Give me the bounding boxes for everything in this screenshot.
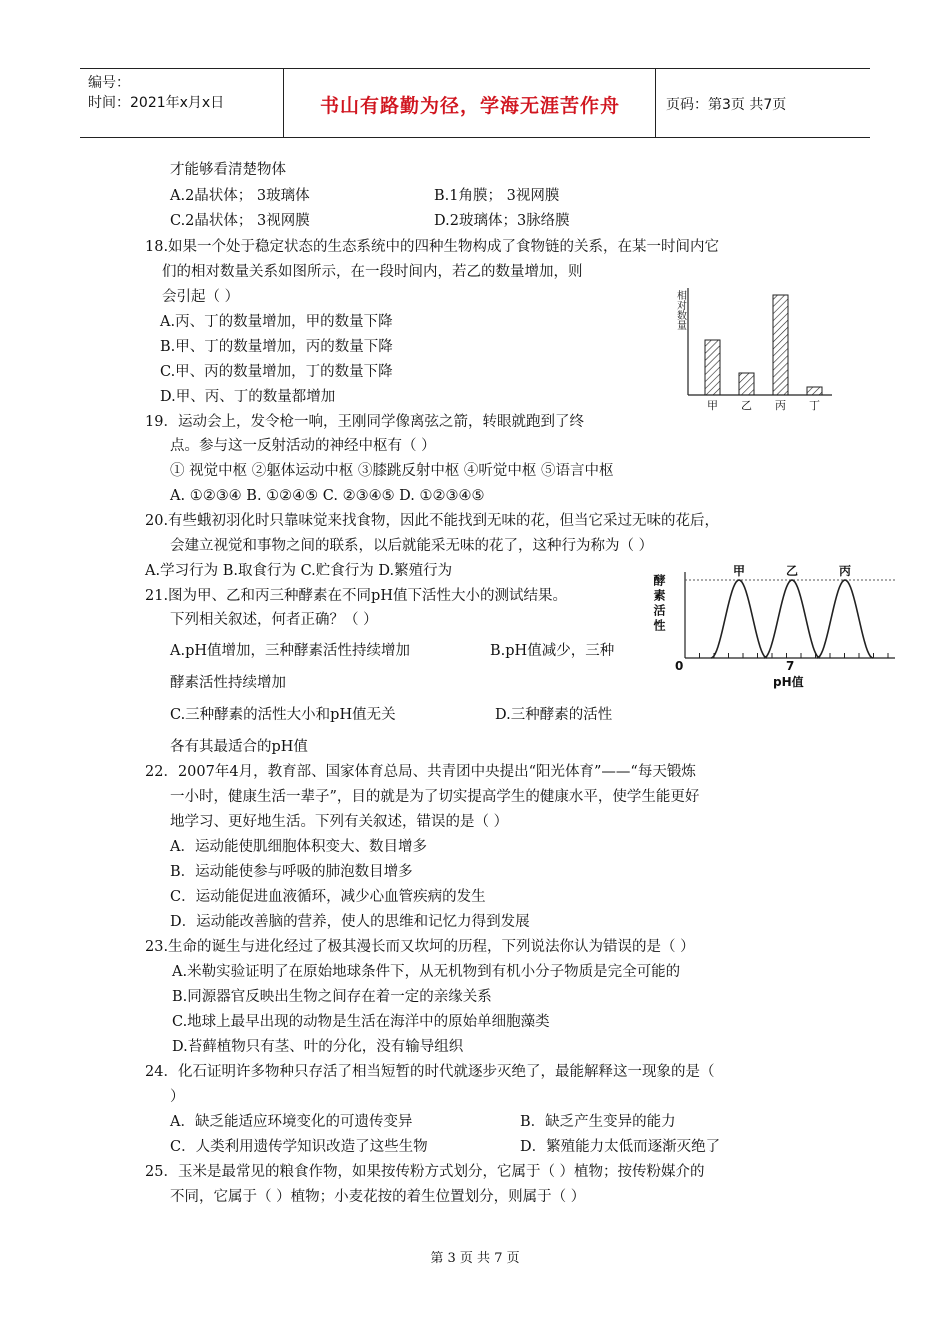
enzyme-curve-1 (711, 580, 767, 658)
enzyme-tick-zero: 0 (675, 659, 684, 673)
bar-3 (773, 295, 788, 395)
option-a: A．缺乏能适应环境变化的可遗传变异 (170, 1114, 413, 1130)
text-line: 们的相对数量关系如图所示，在一段时间内，若乙的数量增加，则 (162, 264, 583, 280)
question-24: 24．化石证明许多物种只存活了相当短暂的时代就逐步灭绝了，最能解释这一现象的是（ (145, 1064, 715, 1080)
text-line: 地学习、更好地生活。下列有关叙述，错误的是（ ） (170, 814, 509, 830)
bar-label: 乙 (741, 399, 752, 412)
option-a: A.丙、丁的数量增加，甲的数量下降 (160, 314, 393, 330)
option-a: A.2晶状体； 3玻璃体 (170, 188, 310, 204)
option-a: A.pH值增加，三种酵素活性持续增加 (170, 643, 411, 659)
bar-label: 丁 (809, 399, 820, 412)
text-line: 不同，它属于（ ）植物；小麦花按的着生位置划分，则属于（ ） (170, 1189, 586, 1205)
enzyme-curve-label: 甲 (732, 564, 746, 578)
text-line: ） (170, 1089, 185, 1105)
option-b: B．缺乏产生变异的能力 (520, 1114, 676, 1130)
option-d: D.三种酵素的活性 (495, 707, 613, 723)
option-c: C.三种酵素的活性大小和pH值无关 (170, 707, 396, 723)
page-indicator: 页码：第3页 共7页 (666, 97, 787, 113)
option-b: B.pH值减少，三种 (490, 643, 615, 659)
question-21: 21.图为甲、乙和丙三种酵素在不同pH值下活性大小的测试结果。 (145, 588, 567, 604)
option-c: C.甲、丙的数量增加，丁的数量下降 (160, 364, 393, 380)
question-22: 22．2007年4月，教育部、国家体育总局、共青团中央提出“阳光体育”——“每天锻炼 (145, 764, 696, 780)
text-line: 各有其最适合的pH值 (170, 739, 308, 755)
text-line: 下列相关叙述，何者正确？（ ） (170, 612, 378, 628)
bar-1 (705, 340, 720, 395)
options-line: A. ①②③④ B. ①②④⑤ C. ②③④⑤ D. ①②③④⑤ (170, 488, 485, 504)
option-b: B．运动能使参与呼吸的肺泡数目增多 (170, 864, 413, 880)
text-line: 一小时，健康生活一辈子”，目的就是为了切实提高学生的健康水平，使学生能更好 (170, 789, 700, 805)
enzyme-xlabel: pH值 (773, 675, 804, 689)
enzyme-curve-3 (817, 580, 873, 658)
option-a: A.米勒实验证明了在原始地球条件下，从无机物到有机小分子物质是完全可能的 (172, 964, 681, 980)
question-23: 23.生命的诞生与进化经过了极其漫长而又坎坷的历程，下列说法你认为错误的是（ ） (145, 939, 695, 955)
option-d: D.2玻璃体；3脉络膜 (434, 213, 570, 229)
option-d: D．运动能改善脑的营养，使人的思维和记忆力得到发展 (170, 914, 530, 930)
option-a: A．运动能使肌细胞体积变大、数目增多 (170, 839, 427, 855)
options-line: A.学习行为 B.取食行为 C.贮食行为 D.繁殖行为 (145, 563, 453, 579)
option-c: C.2晶状体； 3视网膜 (170, 213, 310, 229)
page-footer: 第 3 页 共 7 页 (430, 1251, 520, 1266)
option-d: D．繁殖能力太低而逐渐灭绝了 (520, 1139, 721, 1155)
enzyme-curve-label: 丙 (838, 564, 852, 578)
bar-label: 甲 (707, 399, 718, 412)
bar-4 (807, 387, 822, 395)
text-line: ① 视觉中枢 ②躯体运动中枢 ③膝跳反射中枢 ④听觉中枢 ⑤语言中枢 (170, 463, 614, 479)
text-line: 酵素活性持续增加 (170, 675, 286, 691)
option-c: C．运动能促进血液循环，减少心血管疾病的发生 (170, 889, 486, 905)
enzyme-curve-2 (764, 580, 820, 658)
population-bar-figure (672, 280, 842, 420)
question-25: 25．玉米是最常见的粮食作物，如果按传粉方式划分，它属于（ ）植物；按传粉媒介的 (145, 1164, 705, 1180)
date-label: 时间：2021年x月x日 (88, 95, 225, 111)
option-c: C．人类利用遗传学知识改造了这些生物 (170, 1139, 428, 1155)
option-b: B.甲、丁的数量增加，丙的数量下降 (160, 339, 393, 355)
page-header (80, 68, 870, 138)
text-line: 会引起（ ） (162, 289, 240, 305)
enzyme-curve-label: 乙 (785, 564, 799, 578)
enzyme-activity-figure (652, 562, 910, 697)
option-d: D.甲、丙、丁的数量都增加 (160, 389, 336, 405)
option-c: C.地球上最早出现的动物是生活在海洋中的原始单细胞藻类 (172, 1014, 550, 1030)
bar-2 (739, 373, 754, 395)
header-meta (88, 73, 224, 113)
question-18: 18.如果一个处于稳定状态的生态系统中的四种生物构成了食物链的关系，在某一时间内它 (145, 239, 720, 255)
enzyme-ylabel: 酵素活性 (652, 574, 666, 634)
bar-label: 丙 (775, 399, 786, 412)
header-divider (283, 69, 284, 137)
header-divider (655, 69, 656, 137)
number-label: 编号： (88, 75, 130, 91)
question-20: 20.有些蛾初羽化时只靠味觉来找食物，因此不能找到无味的花，但当它采过无味的花后， (145, 513, 720, 529)
text-line: 才能够看清楚物体 (170, 162, 286, 178)
bar-ylabel: 相对数量 (674, 290, 686, 330)
option-b: B.同源器官反映出生物之间存在着一定的亲缘关系 (172, 989, 492, 1005)
option-b: B.1角膜； 3视网膜 (434, 188, 560, 204)
question-19: 19．运动会上，发令枪一响，王刚同学像离弦之箭，转眼就跑到了终 (145, 414, 584, 430)
enzyme-tick-seven: 7 (786, 659, 795, 673)
text-line: 点。参与这一反射活动的神经中枢有（ ） (170, 438, 436, 454)
header-motto: 书山有路勤为径，学海无涯苦作舟 (319, 95, 620, 117)
text-line: 会建立视觉和事物之间的联系，以后就能采无味的花了，这种行为称为（ ） (170, 538, 654, 554)
option-d: D.苔藓植物只有茎、叶的分化，没有输导组织 (172, 1039, 464, 1055)
